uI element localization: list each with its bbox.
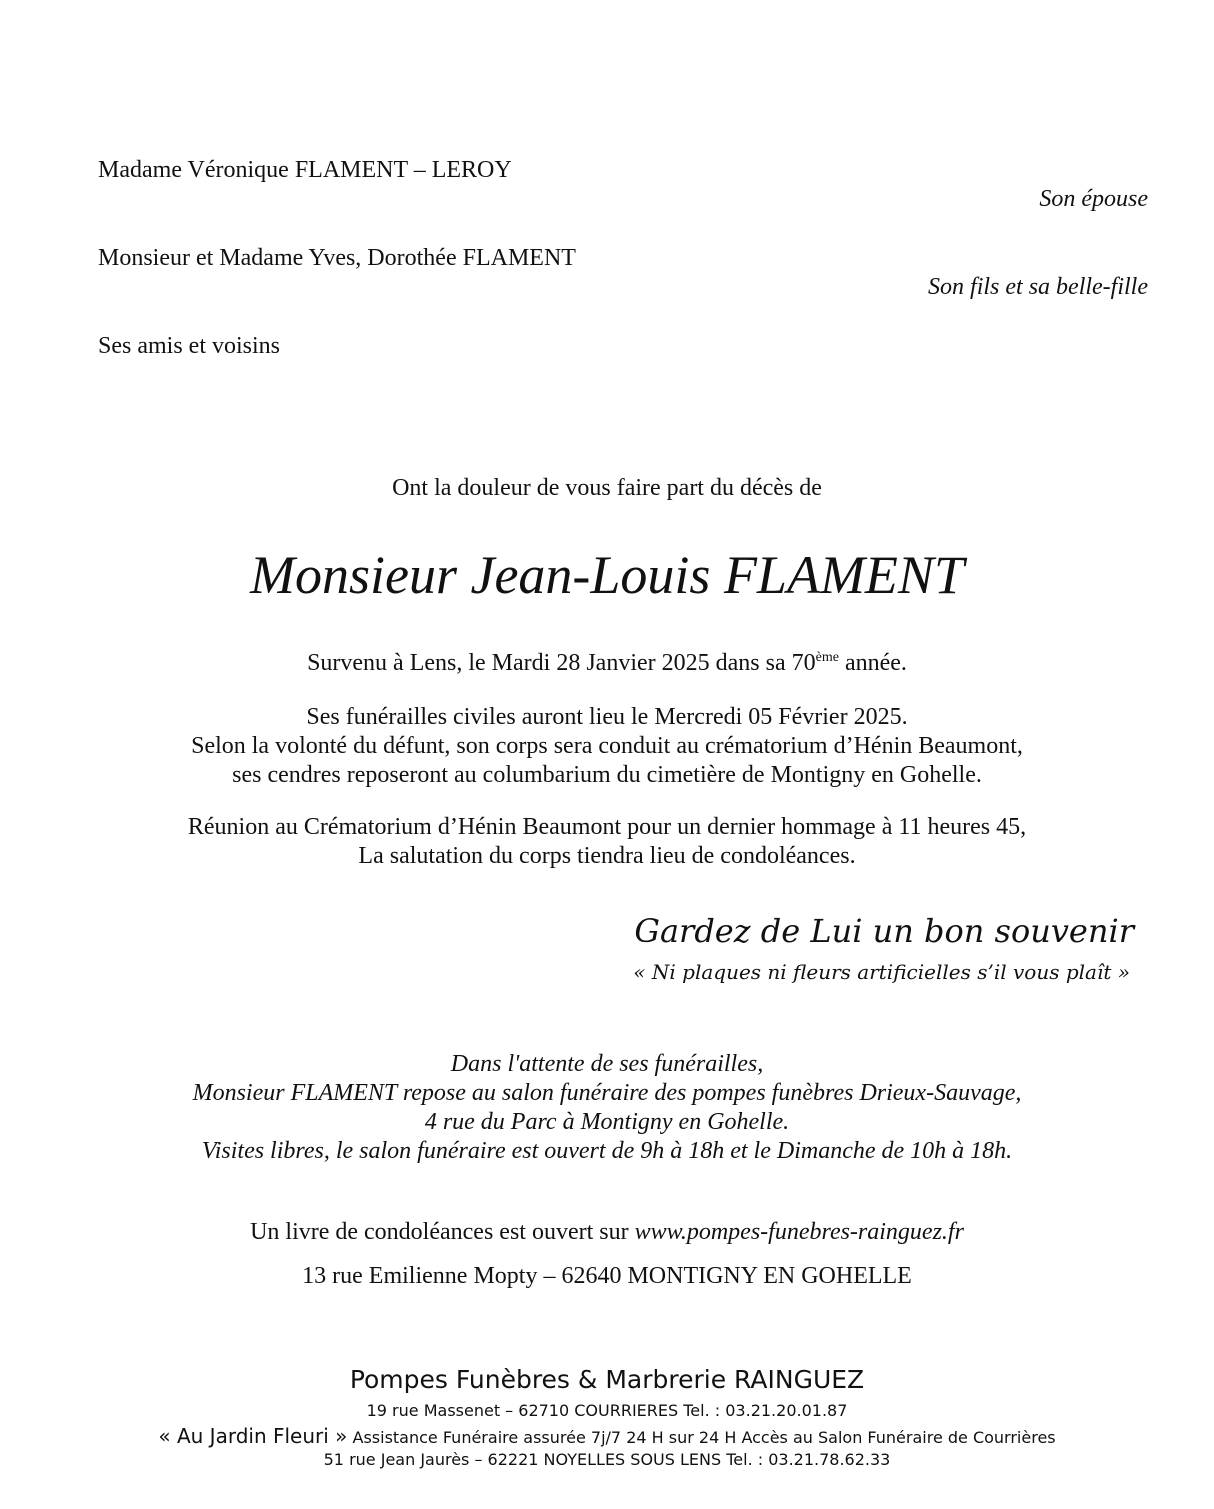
wife-name: Madame Véronique FLAMENT – LEROY bbox=[98, 157, 512, 183]
rest-line-1: Dans l'attente de ses funérailles, bbox=[450, 1051, 764, 1077]
son-relation: Son fils et sa belle-fille bbox=[928, 274, 1148, 300]
funeral-line-2: Selon la volonté du défunt, son corps sera conduit au crématorium d’Hénin Beaumont, bbox=[191, 733, 1023, 759]
rest-line-3: 4 rue du Parc à Montigny en Gohelle. bbox=[424, 1109, 790, 1135]
death-text-after: année. bbox=[838, 650, 907, 676]
condolences-line bbox=[0, 1218, 1214, 1247]
rest-block bbox=[0, 1050, 1214, 1166]
garden-line bbox=[0, 1424, 1214, 1448]
company-name: Pompes Funèbres & Marbrerie RAINGUEZ bbox=[349, 1365, 865, 1394]
friends-line: Ses amis et voisins bbox=[98, 333, 281, 359]
garden-name: « Au Jardin Fleuri » bbox=[158, 1424, 348, 1448]
motto-main: Gardez de Lui un bon souvenir bbox=[634, 912, 1134, 950]
rest-line-4: Visites libres, le salon funéraire est ouvert de 9h à 18h et le Dimanche de 10h à 18h. bbox=[201, 1138, 1013, 1164]
deceased-name: Monsieur Jean-Louis FLAMENT bbox=[250, 545, 964, 605]
rest-line-2: Monsieur FLAMENT repose au salon funéraire des pompes funèbres Drieux-Sauvage, bbox=[192, 1080, 1022, 1106]
condolences-url[interactable]: www.pompes-funebres-rainguez.fr bbox=[634, 1219, 964, 1245]
company-address-2: 51 rue Jean Jaurès – 62221 NOYELLES SOUS LENS Tel. : 03.21.78.62.33 bbox=[323, 1450, 891, 1469]
death-line bbox=[0, 649, 1214, 678]
condolences-text: Un livre de condoléances est ouvert sur bbox=[250, 1219, 635, 1245]
motto-sub: « Ni plaques ni fleurs artificielles s’il vous plaît » bbox=[633, 960, 1130, 984]
death-text-before: Survenu à Lens, le Mardi 28 Janvier 2025 dans sa 70 bbox=[307, 650, 816, 676]
funeral-block bbox=[0, 703, 1214, 790]
wife-relation: Son épouse bbox=[1039, 186, 1148, 212]
death-text-sup: ème bbox=[815, 650, 839, 665]
intro-line: Ont la douleur de vous faire part du décès de bbox=[392, 475, 822, 501]
garden-services: Assistance Funéraire assurée 7j/7 24 H sur 24 H Accès au Salon Funéraire de Courrières bbox=[347, 1428, 1056, 1447]
condolences-address: 13 rue Emilienne Mopty – 62640 MONTIGNY EN GOHELLE bbox=[302, 1263, 912, 1289]
funeral-line-1: Ses funérailles civiles auront lieu le Mercredi 05 Février 2025. bbox=[306, 704, 908, 730]
meeting-line-2: La salutation du corps tiendra lieu de condoléances. bbox=[358, 843, 856, 869]
meeting-line-1: Réunion au Crématorium d’Hénin Beaumont pour un dernier hommage à 11 heures 45, bbox=[187, 814, 1027, 840]
son-name: Monsieur et Madame Yves, Dorothée FLAMENT bbox=[98, 245, 576, 271]
meeting-block bbox=[0, 813, 1214, 871]
funeral-line-3: ses cendres reposeront au columbarium du cimetière de Montigny en Gohelle. bbox=[232, 762, 982, 788]
company-address-1: 19 rue Massenet – 62710 COURRIERES Tel. : 03.21.20.01.87 bbox=[366, 1401, 848, 1420]
